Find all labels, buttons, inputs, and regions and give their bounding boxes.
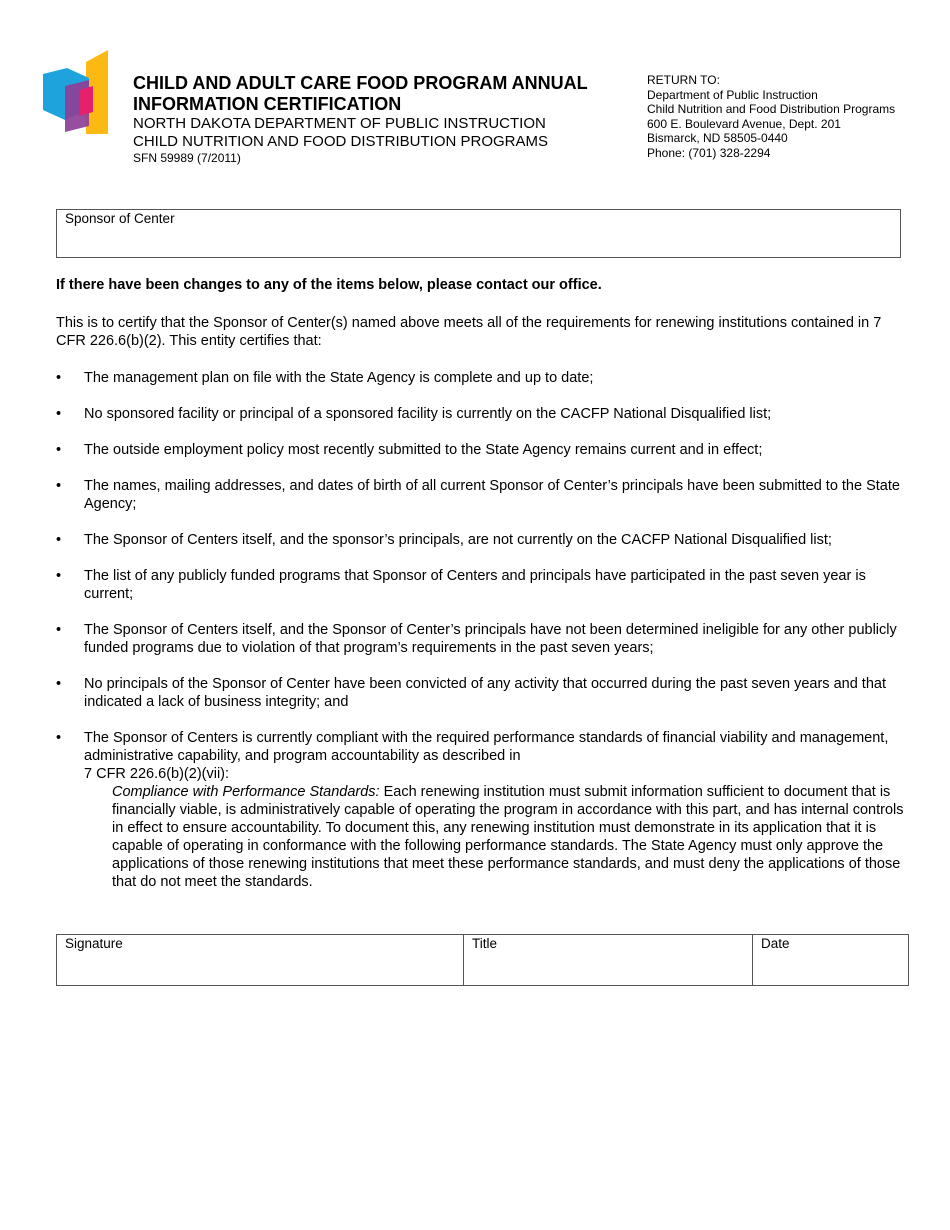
list-item: [56, 441, 904, 459]
bullet: •: [56, 406, 62, 422]
form-number: SFN 59989 (7/2011): [133, 151, 241, 165]
return-to-label: RETURN TO:: [647, 73, 720, 87]
list-item: [56, 729, 904, 891]
bullet: •: [56, 370, 62, 386]
bullet: •: [56, 532, 62, 548]
sponsor-of-center-field[interactable]: [56, 209, 901, 258]
form-title-line2: INFORMATION CERTIFICATION: [133, 94, 402, 114]
requirement-text: The outside employment policy most recently submitted to the State Agency remains current and in effect;: [84, 442, 763, 458]
list-item: [56, 531, 904, 549]
requirement-text: The names, mailing addresses, and dates of birth of all current Sponsor of Center’s principals have been submitted to the State Agency;: [84, 478, 900, 512]
title-label: Title: [472, 936, 498, 951]
return-line: Child Nutrition and Food Distribution Programs: [647, 102, 896, 116]
form-header: [133, 73, 633, 166]
requirement-text: The Sponsor of Centers is currently compliant with the required performance standards of financial viability and management, administrative capability, and program accountability as described in: [84, 730, 889, 764]
bullet: •: [56, 478, 62, 494]
date-label: Date: [761, 936, 790, 951]
requirement-text: The Sponsor of Centers itself, and the Sponsor of Center’s principals have not been determined ineligible for any other publicly funded programs due to violation of that program’s requirements in the past seven years;: [84, 622, 897, 656]
list-item: [56, 675, 904, 711]
return-line: Bismarck, ND 58505-0440: [647, 131, 788, 145]
division-name: CHILD NUTRITION AND FOOD DISTRIBUTION PROGRAMS: [133, 133, 549, 150]
signature-field[interactable]: [57, 935, 463, 985]
cfr-reference: 7 CFR 226.6(b)(2)(vii):: [84, 766, 230, 782]
signature-row: [56, 934, 909, 986]
bullet: •: [56, 442, 62, 458]
list-item: [56, 621, 904, 657]
list-item: [56, 477, 904, 513]
bullet: •: [56, 568, 62, 584]
return-address: [647, 73, 937, 160]
title-field[interactable]: [464, 935, 752, 985]
nd-dpi-logo: [43, 50, 111, 134]
compliance-paragraph: [84, 783, 904, 891]
list-item: [56, 405, 904, 423]
form-title-line1: CHILD AND ADULT CARE FOOD PROGRAM ANNUAL: [133, 73, 588, 93]
changes-notice: If there have been changes to any of the items below, please contact our office.: [56, 277, 602, 293]
requirement-text: The list of any publicly funded programs that Sponsor of Centers and principals have participated in the past seven year is current;: [84, 568, 866, 602]
requirements-list: [56, 369, 904, 909]
department-name: NORTH DAKOTA DEPARTMENT OF PUBLIC INSTRUCTION: [133, 115, 546, 132]
certification-intro: This is to certify that the Sponsor of Center(s) named above meets all of the requirements for renewing institutions contained in 7 CFR 226.6(b)(2). This entity certifies that:: [56, 315, 882, 349]
requirement-text: No sponsored facility or principal of a sponsored facility is currently on the CACFP National Disqualified list;: [84, 406, 772, 422]
return-line: 600 E. Boulevard Avenue, Dept. 201: [647, 116, 841, 131]
requirement-text: The Sponsor of Centers itself, and the sponsor’s principals, are not currently on the CACFP National Disqualified list;: [84, 532, 832, 548]
list-item: [56, 369, 904, 387]
bullet: •: [56, 622, 62, 638]
bullet: •: [56, 676, 62, 692]
return-phone: Phone: (701) 328-2294: [647, 145, 771, 160]
compliance-heading: Compliance with Performance Standards:: [112, 784, 380, 800]
sponsor-of-center-label: Sponsor of Center: [65, 211, 175, 226]
compliance-text: Each renewing institution must submit information sufficient to document that is financially viable, is administratively capable of operating the program in accordance with this part, and has internal controls in effect to ensure accountability. To document this, any renewing institution must demonstrate in its application that it is capable of operating in conformance with the following performance standards. The State Agency must only approve the applications of those renewing institutions that meet these performance standards, and must deny the applications of those that do not meet the standards.: [112, 784, 904, 890]
bullet: •: [56, 730, 62, 746]
return-line: Department of Public Instruction: [647, 87, 818, 102]
requirement-text: No principals of the Sponsor of Center have been convicted of any activity that occurred during the past seven years and that indicated a lack of business integrity; and: [84, 676, 886, 710]
date-field[interactable]: [753, 935, 908, 985]
logo-pink-shape: [79, 86, 93, 116]
requirement-text: The management plan on file with the State Agency is complete and up to date;: [84, 370, 594, 386]
signature-label: Signature: [65, 936, 123, 951]
list-item: [56, 567, 904, 603]
